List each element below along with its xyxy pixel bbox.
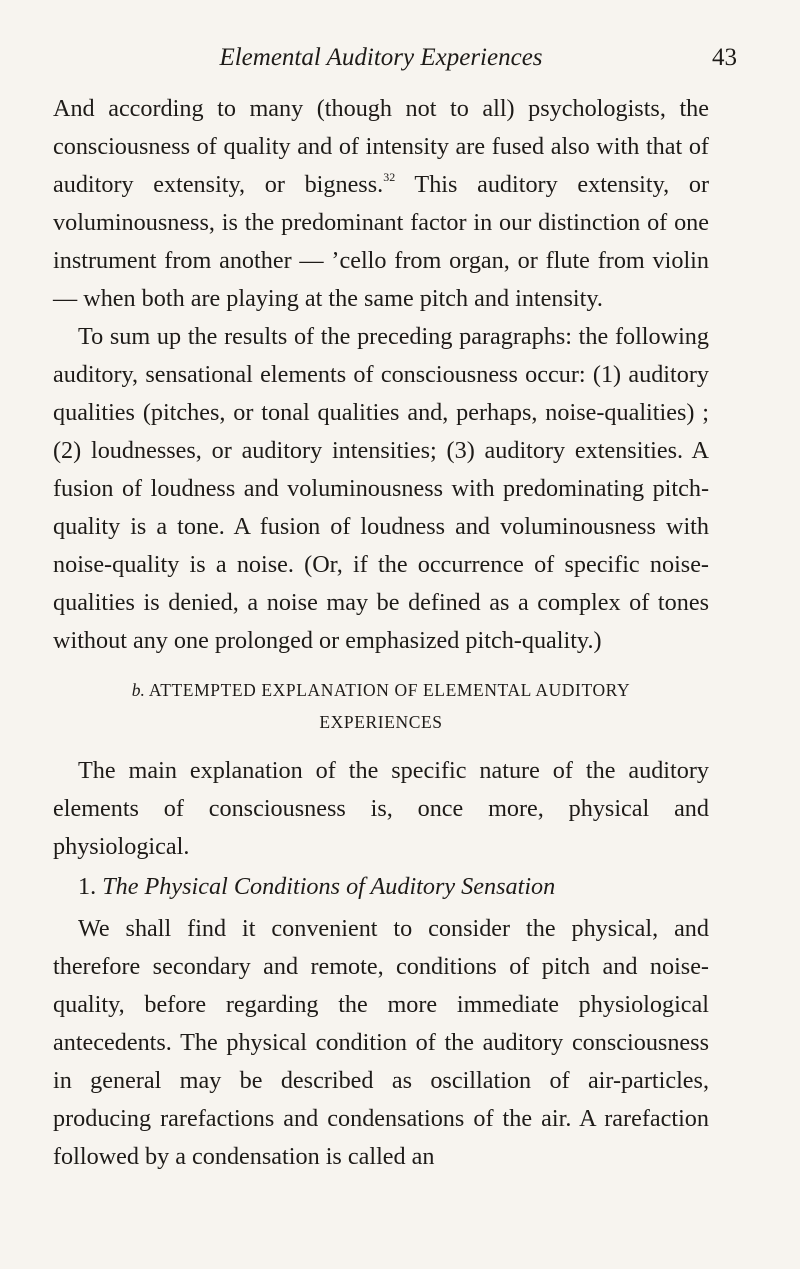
page-number: 43 <box>712 44 737 71</box>
paragraph-text: And according to many (though not to all) psychologists, the consciousness of quality and of intensity are fused also with that of auditory extensity, or bigness. <box>53 95 709 198</box>
subsection-heading <box>53 868 709 906</box>
paragraph-text-continued: This auditory extensity, or voluminousness, is the predominant factor in our distinction of one instrument from another — ’cello from organ, or flute from violin — when both are playing at the same pitch and intensity. <box>53 171 709 312</box>
footnote-marker: 32 <box>383 170 396 184</box>
section-heading <box>53 674 709 738</box>
running-head <box>53 36 737 80</box>
section-label: b. <box>131 680 145 700</box>
running-head-title: Elemental Auditory Experiences <box>219 44 543 71</box>
book-page <box>53 36 737 1176</box>
section-title-line-1: ATTEMPTED EXPLANATION OF ELEMENTAL AUDITORY <box>148 680 631 700</box>
subsection-number: 1. <box>78 873 97 900</box>
body-text <box>53 90 709 1176</box>
paragraph-summary: To sum up the results of the preceding paragraphs: the following auditory, sensational elements of consciousness occur: (1) auditory qualities (pitches, or tonal qualities and, perhaps, noise-qualities) ; (2) loudnesses, or auditory intensities; (3) auditory extensities. A fusion of loudness and voluminousness with predominating pitch-quality is a tone. A fusion of loudness and voluminousness with noise-quality is a noise. (Or, if the occurrence of specific noise-qualities is denied, a noise may be defined as a complex of tones without any one prolonged or emphasized pitch-quality.) <box>53 323 709 654</box>
section-heading-line-1 <box>53 674 709 706</box>
section-title-line-2: EXPERIENCES <box>319 712 443 732</box>
paragraph-main-explanation: The main explanation of the specific nature of the auditory elements of consciousness is, once more, physical and physiological. <box>53 757 709 860</box>
subsection-title: The Physical Conditions of Auditory Sensation <box>102 873 556 900</box>
paragraph-physical-conditions: We shall find it convenient to consider the physical, and therefore secondary and remote, conditions of pitch and noise-quality, before regarding the more immediate physiological antecedents. The physical condition of the auditory consciousness in general may be described as oscillation of air-particles, producing rarefactions and condensations of the air. A rarefaction followed by a condensation is called an <box>53 915 709 1170</box>
paragraph-auditory-extensity <box>53 90 709 318</box>
